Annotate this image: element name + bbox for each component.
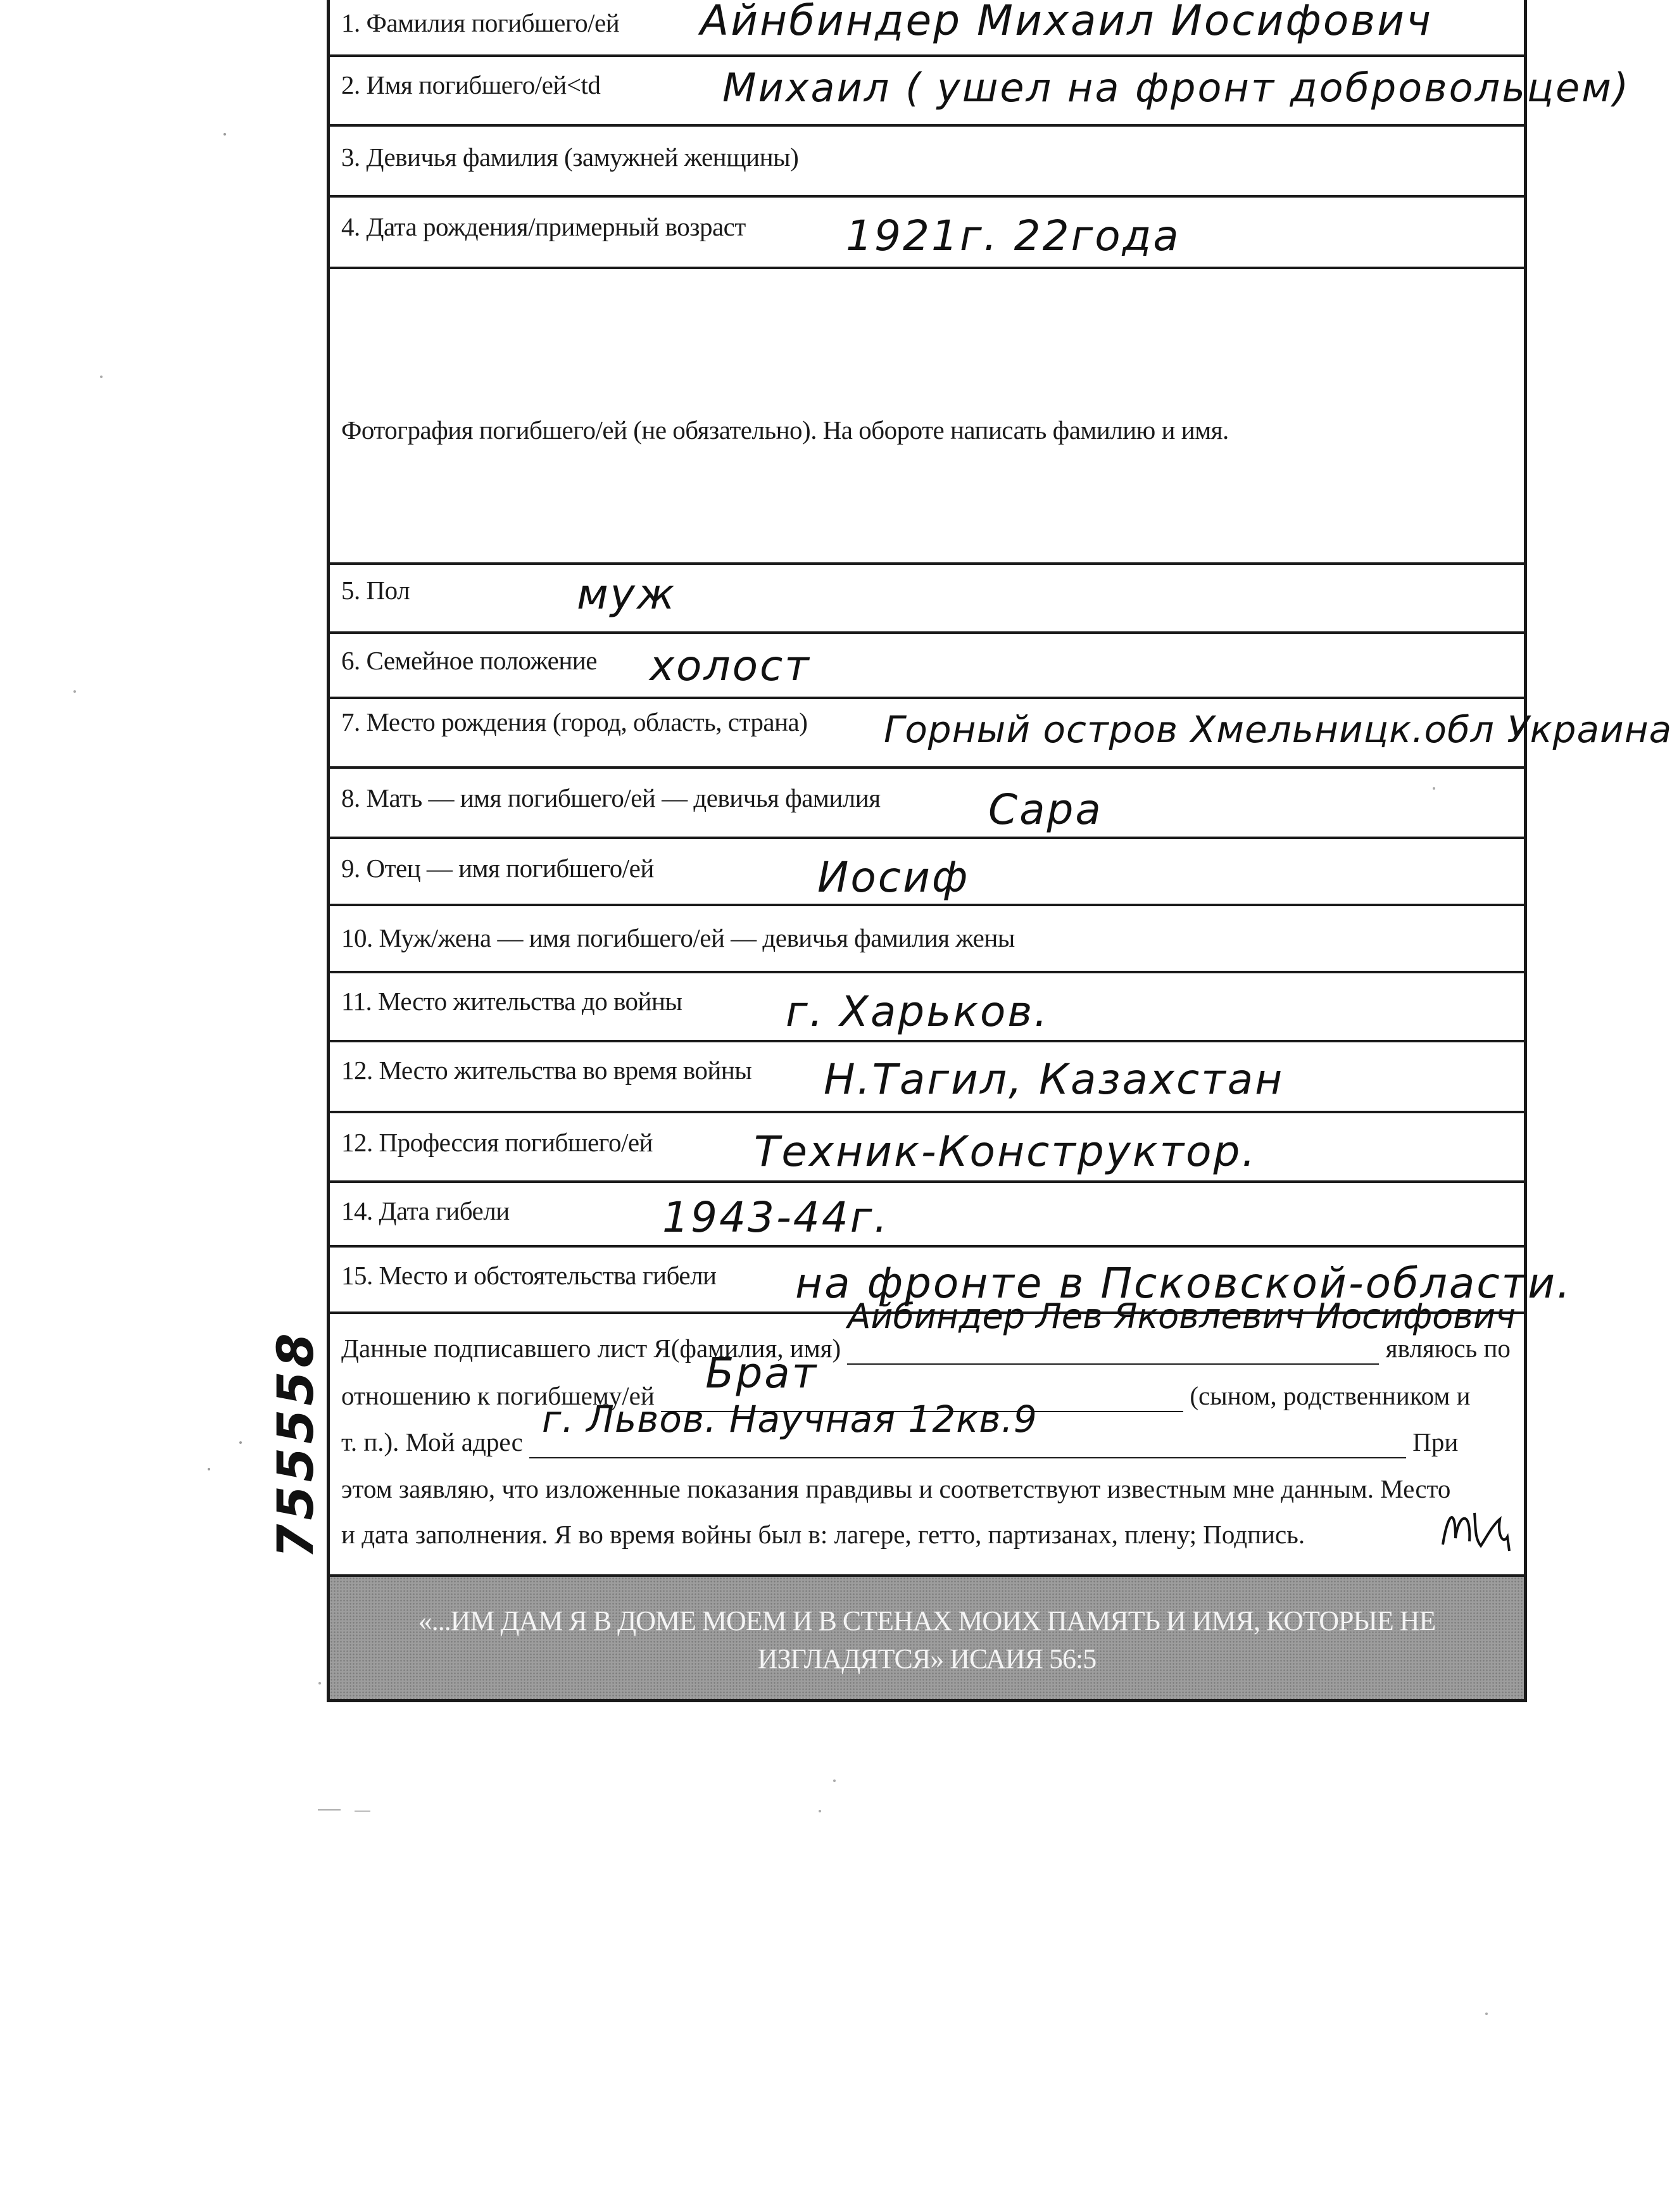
row-photo: [330, 269, 1524, 565]
handwritten-value: холост: [650, 641, 811, 690]
row-death-date: [330, 1183, 1524, 1248]
row-surname: [330, 0, 1524, 57]
handwritten-value: Брат: [705, 1349, 819, 1398]
handwritten-value: г. Харьков.: [786, 987, 1050, 1036]
row-marital-status: [330, 634, 1524, 699]
handwritten-value: Н.Тагил, Казахстан: [824, 1055, 1285, 1104]
handwritten-value: г. Львов. Научная 12кв.9: [542, 1398, 1038, 1441]
handwritten-value: Сара: [988, 785, 1103, 834]
row-label: 2. Имя погибшего/ей<td: [341, 70, 601, 99]
row-label: 4. Дата рождения/примерный возраст: [341, 212, 746, 241]
row-birthplace: [330, 699, 1672, 769]
row-label: 12. Профессия погибшего/ей: [341, 1128, 653, 1157]
row-label: 10. Муж/жена — имя погибшего/ей — девичья фамилия жены: [341, 923, 1015, 952]
row-label: 12. Место жительства во время войны: [341, 1056, 752, 1085]
decl-line-5: и дата заполнения. Я во время войны был в: лагере, гетто, партизанах, плену; Подпись.: [341, 1519, 1512, 1550]
row-first-name: [330, 57, 1631, 127]
handwritten-value: Айбиндер Лев Яковлевич Иосифович: [847, 1296, 1516, 1336]
handwritten-value: муж: [577, 570, 677, 619]
row-label: 3. Девичья фамилия (замужней женщины): [341, 142, 799, 172]
decl-line-2: отношению к погибшему/ей Брат (сыном, родственником и: [341, 1381, 1512, 1412]
handwritten-value: Горный остров Хмельницк.обл Украина: [884, 708, 1672, 751]
row-label: 11. Место жительства до войны: [341, 987, 682, 1016]
decl-line-3: т. п.). Мой адрес г. Львов. Научная 12кв.9 При: [341, 1427, 1512, 1458]
handwritten-value: Иосиф: [817, 853, 970, 902]
signature: [1436, 1500, 1512, 1557]
archive-number: [266, 1324, 326, 1564]
handwritten-value: Айнбиндер Михаил Иосифович: [700, 0, 1433, 45]
row-label: 6. Семейное положение: [341, 646, 597, 675]
memorial-form: [327, 0, 1672, 1702]
row-label: Фотография погибшего/ей (не обязательно). На обороте написать фамилию и имя.: [341, 415, 1229, 445]
row-birth-date: [330, 198, 1524, 269]
banner-line-2: ИЗГЛАДЯТСЯ» ИСАИЯ 56:5: [757, 1643, 1097, 1674]
row-label: 5. Пол: [341, 576, 410, 605]
handwritten-value: Техник-Конструктор.: [754, 1127, 1257, 1176]
row-maiden-name: [330, 127, 1524, 198]
handwritten-value: на фронте в Псковской-области.: [795, 1259, 1572, 1308]
archive-number-text: 755558: [267, 1329, 325, 1558]
row-label: 7. Место рождения (город, область, страна): [341, 707, 808, 736]
handwritten-value: 1943-44г.: [662, 1193, 889, 1242]
row-label: 1. Фамилия погибшего/ей: [341, 8, 620, 37]
row-father: [330, 839, 1524, 906]
row-label: 14. Дата гибели: [341, 1196, 510, 1225]
signatory-declaration: [330, 1296, 1524, 1577]
row-wartime-residence: [330, 1042, 1524, 1113]
decl-line-4: этом заявляю, что изложенные показания правдивы и соответствуют известным мне данным. Место: [341, 1474, 1451, 1503]
row-spouse: [330, 906, 1524, 973]
banner-line-1: «...ИМ ДАМ Я В ДОМЕ МОЕМ И В СТЕНАХ МОИХ ПАМЯТЬ И ИМЯ, КОТОРЫЕ НЕ: [418, 1605, 1436, 1636]
row-label: 15. Место и обстоятельства гибели: [341, 1261, 717, 1290]
row-sex: [330, 565, 1524, 634]
decl-line-1: Данные подписавшего лист Я(фамилия, имя) Айбиндер Лев Яковлевич Иосифович являюсь по: [341, 1333, 1512, 1365]
quote-banner: [330, 1577, 1524, 1702]
row-label: 8. Мать — имя погибшего/ей — девичья фамилия: [341, 783, 881, 812]
handwritten-value: 1921г. 22года: [846, 212, 1181, 260]
handwritten-value: Михаил ( ушел на фронт добровольцем): [722, 65, 1631, 111]
row-label: 9. Отец — имя погибшего/ей: [341, 854, 654, 883]
row-mother: [330, 769, 1524, 839]
row-prewar-residence: [330, 973, 1524, 1042]
row-profession: [330, 1113, 1524, 1183]
